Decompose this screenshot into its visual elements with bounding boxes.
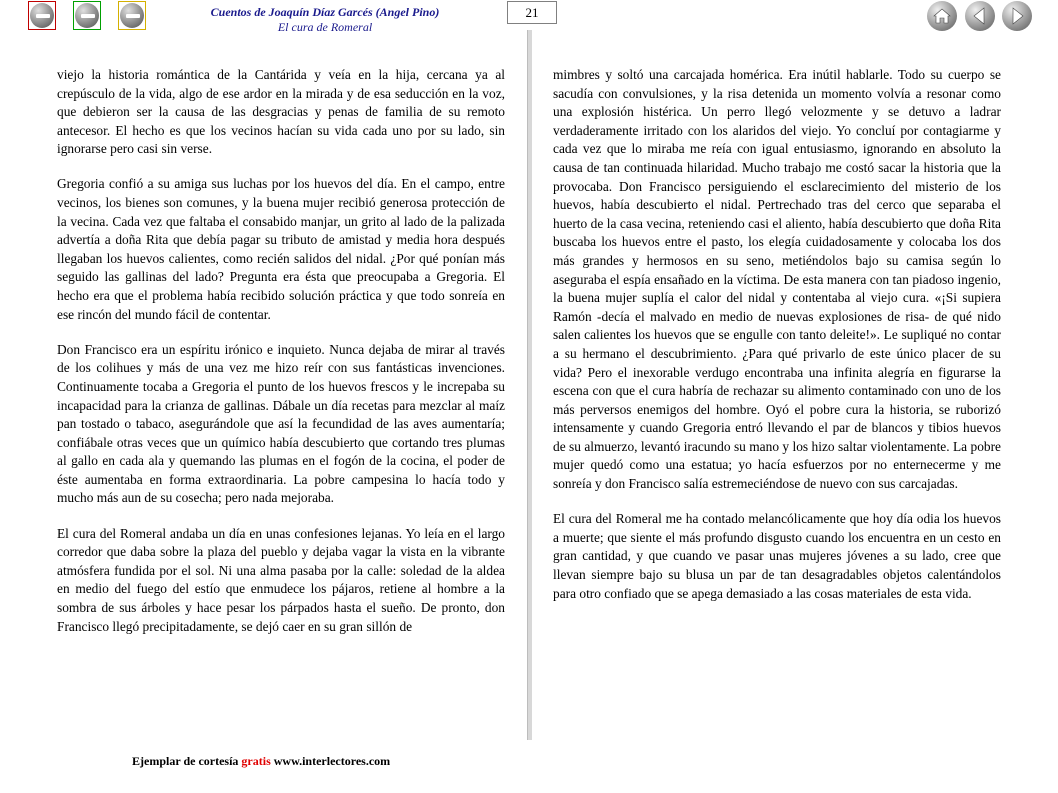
- chapter-title: El cura de Romeral: [277, 20, 373, 34]
- page-number: 21: [507, 1, 557, 24]
- previous-page-button[interactable]: [965, 1, 995, 31]
- left-column: [57, 66, 505, 653]
- footer-gratis: gratis: [241, 754, 271, 768]
- footer-url[interactable]: www.interlectores.com: [273, 754, 391, 768]
- restore-icon: [120, 3, 144, 28]
- close-icon: [30, 3, 54, 28]
- paragraph: viejo la historia romántica de la Cantárida y veía en la hija, cercana ya al crepúsculo de la vida, algo de ese ardor en la mirada y de esa seducción en la voz, que debieron ser la causa de las desgracias y penas de familia de su remoto antecesor. El hecho es que los vecinos hacían su vida cada uno por su lado, sin ignorarse pero casi sin verse.: [57, 67, 505, 157]
- home-button[interactable]: [927, 1, 957, 31]
- close-button[interactable]: [28, 1, 56, 30]
- book-title: Cuentos de Joaquín Díaz Garcés (Angel Pino): [210, 5, 440, 19]
- minimize-button[interactable]: [73, 1, 101, 30]
- footer-prefix: Ejemplar de cortesía: [132, 754, 239, 768]
- home-icon: [927, 1, 957, 31]
- right-column: [553, 66, 1001, 620]
- next-page-button[interactable]: [1002, 1, 1032, 31]
- column-divider: [527, 30, 532, 740]
- minimize-icon: [75, 3, 99, 28]
- paragraph: Gregoria confió a su amiga sus luchas por los huevos del día. En el campo, entre vecinos, los bienes son comunes, y la buena mujer recibió generosa protección de la vecina. Cada vez que faltaba el consabido manjar, un grito al lado de la palizada advertía a doña Rita que debía pagar su tributo de amistad y media hora después llegaban los huevos calientes, como recién salidos del nidal. ¿Por qué ponían más seguido las gallinas del lado? Pregunta era ésta que preocupaba a Gregoria. El hecho era que el problema había recibido solución práctica y que todo sonreía en ese rincón del mundo fácil de contentar.: [57, 176, 505, 322]
- footer-notice: [132, 754, 390, 769]
- paragraph: Don Francisco era un espíritu irónico e inquieto. Nunca dejaba de mirar al través de los colihues y más de una vez me hizo reír con sus fantásticas invenciones. Continuamente tocaba a Gregoria el punto de los huevos frescos y le increpaba su incapacidad para la crianza de gallinas. Dábale un día recetas para mezclar al maíz pan tostado o tabaco, asegurándole que así la fecundidad de las aves aumentaría; confiábale otras veces que un químico había descubierto que cortando tres plumas al gallo en cada ala y quemando las plumas en el fogón de la cocina, el poder de éste aumentaba en forma extraordinaria. La pobre campesina lo hacía todo y mucho más aun de su cosecha; pero nada mejoraba.: [57, 341, 505, 506]
- book-header: [170, 5, 480, 35]
- restore-button[interactable]: [118, 1, 146, 30]
- paragraph: El cura del Romeral me ha contado melancólicamente que hoy día odia los huevos a muerte; que siente el más profundo disgusto cuando los encuentra en un cesto en gran cantidad, y que cuando ve pasar unas mujeres jóvenes a su lado, cree que llevan siempre bajo su blusa un par de tan desagradables objetos calentándolos para otro confiado que se apega demasiado a las cosas materiales de esta vida.: [553, 511, 1001, 601]
- paragraph: El cura del Romeral andaba un día en unas confesiones lejanas. Yo leía en el largo corredor que daba sobre la plaza del pueblo y dejaba vagar la vista en la vibrante atmósfera fundida por el sol. Ni una alma pasaba por la calle: soledad de la aldea en medio del fuego del estío que enmudece los pájaros, retiene al hombre a la sombra de sus árboles y hace pesar los párpados hasta el sueño. De pronto, don Francisco llegó precipitadamente, se dejó caer en su gran sillón de: [57, 525, 505, 634]
- arrow-right-icon: [1002, 1, 1032, 31]
- paragraph: mimbres y soltó una carcajada homérica. Era inútil hablarle. Todo su cuerpo se sacudía con convulsiones, y la risa detenida un momento volvía a resonar como una explosión histérica. Un perro llegó velozmente y se detuvo a ladrar verdaderamente irritado con los alaridos del viejo. Yo concluí por contagiarme y cada vez que lo miraba me reía con igual entusiasmo, ignorando en absoluto la causa de tan continuada hilaridad. Mucho trabajo me costó sacar la historia que la provocaba. Don Francisco persiguiendo el esclarecimiento del misterio de los huevos, había descubierto el nidal. Pertrechado tras del cerco que separaba el huerto de la casa vecina, reteniendo casi el aliento, había descubierto que doña Rita buscaba los huevos entre el pasto, los elegía cuidadosamente y colocaba los dos más grandes y hermosos en su seno, metiéndolos bajo su camisa según lo aseguraba el espía ensañado en la víctima. De esta manera con tan piadoso ingenio, la buena mujer suplía el calor del nidal y contentaba al viejo cura. «¡Si supiera Ramón -decía el malvado en medio de nuevas explosiones de risa- de qué nido salen calientes los huevos que se engulle con tanto deleite!». Le supliqué no contar a su hermano el descubrimiento. ¿Para qué privarlo de este único placer de su vida? Pero el inexorable verdugo encontraba una infinita alegría en figurarse la escena con que el cura habría de rechazar su alimento contaminado con uno de los más perversos enemigos del hombre. Oyó el pobre cura la historia, se ruborizó intensamente y cuando Gregoria entró llevando el par de blancos y tibios huevos de su almuerzo, levantó iracundo su mano y los hizo saltar violentamente. La pobre mujer quedó como una estatua; yo hacía esfuerzos por no enternecerme y me sonreía y don Francisco salía estremeciéndose de nuevo con sus carcajadas.: [553, 67, 1001, 492]
- arrow-left-icon: [965, 1, 995, 31]
